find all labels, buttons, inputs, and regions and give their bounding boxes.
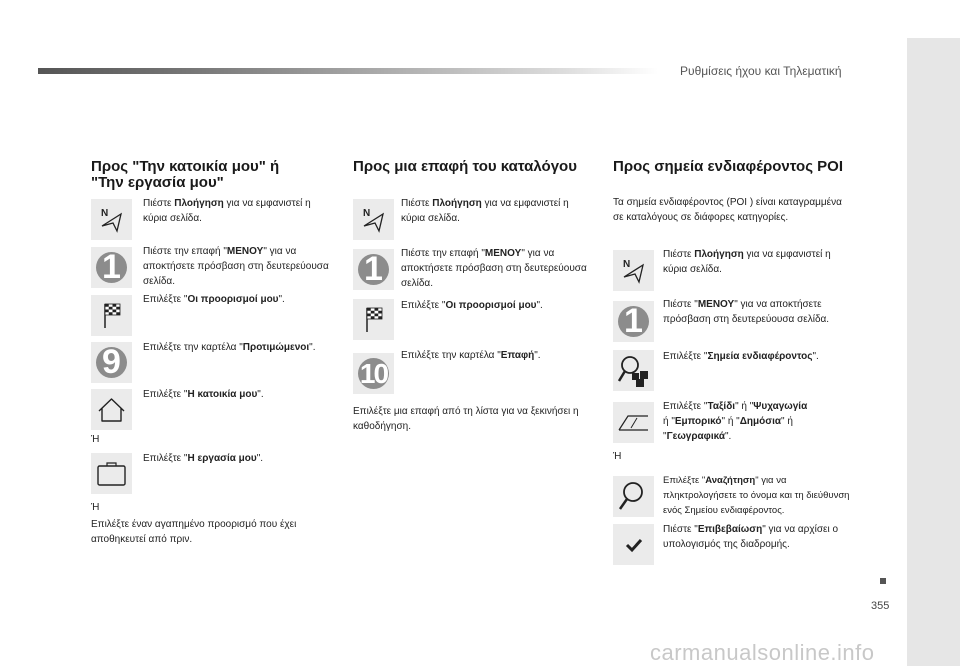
page-number: 355 <box>871 600 890 612</box>
col3-or-1: Ή <box>613 451 622 462</box>
checkered-flag-icon <box>91 295 132 336</box>
col1-step6: Επιλέξτε "Η εργασία μου". <box>143 453 264 464</box>
col3-step5: Επιλέξτε "Αναζήτηση" για να πληκτρολογήσετε το όνομα και τη διεύθυνση ενός Σημείου ενδιαφέροντος. <box>663 475 850 516</box>
poi-search-icon <box>613 350 654 391</box>
checkered-flag-icon <box>353 299 394 340</box>
navigation-icon <box>613 250 654 291</box>
confirm-check-icon <box>613 524 654 565</box>
home-icon <box>91 389 132 430</box>
briefcase-icon <box>91 453 132 494</box>
col3-step6: Πιέστε "Επιβεβαίωση" για να αρχίσει ο υπολογισμός της διαδρομής. <box>663 524 839 550</box>
col1-step1: Πιέστε Πλοήγηση για να εμφανιστεί η κύρια σελίδα. <box>143 198 311 224</box>
col1-step5: Επιλέξτε "Η κατοικία μου". <box>143 389 264 400</box>
svg-text:N: N <box>101 208 109 219</box>
page-header-title: Ρυθμίσεις ήχου και Τηλεματική <box>680 64 842 78</box>
col2-step1: Πιέστε Πλοήγηση για να εμφανιστεί η κύρια σελίδα. <box>401 198 569 224</box>
col1-final-text: Επιλέξτε έναν αγαπημένο προορισμό που έχει αποθηκευτεί από πριν. <box>91 519 297 545</box>
col3-step4: Επιλέξτε "Ταξίδι" ή "Ψυχαγωγία ή "Εμπορικό" ή "Δημόσια" ή "Γεωγραφικά". <box>663 401 808 442</box>
col2-title: Προς μια επαφή του καταλόγου <box>353 158 577 175</box>
search-icon <box>613 476 654 517</box>
navigation-icon <box>91 199 132 240</box>
header-bar <box>38 68 658 74</box>
col1-title <box>91 159 279 191</box>
number-1-badge: 1 <box>91 247 132 288</box>
number-9-badge: 9 <box>91 342 132 383</box>
col3-step3: Επιλέξτε "Σημεία ενδιαφέροντος". <box>663 351 819 362</box>
col1-or-2: Ή <box>91 502 100 513</box>
col2-final-text: Επιλέξτε μια επαφή από τη λίστα για να ξεκινήσει η καθοδήγηση. <box>353 406 579 432</box>
page-sidebar <box>907 38 960 666</box>
watermark: carmanualsonline.info <box>650 640 875 665</box>
number-10-badge: 10 <box>353 353 394 394</box>
number-1-badge: 1 <box>613 301 654 342</box>
col2-step3: Επιλέξτε "Οι προορισμοί μου". <box>401 300 543 311</box>
col3-title: Προς σημεία ενδιαφέροντος POI <box>613 158 843 175</box>
page-marker <box>880 578 886 584</box>
col3-step2: Πιέστε "ΜΕΝΟΥ" για να αποκτήσετε πρόσβαση στη δευτερεύουσα σελίδα. <box>663 299 830 325</box>
svg-text:N: N <box>623 259 631 270</box>
col3-intro: Τα σημεία ενδιαφέροντος (POI ) είναι καταγραμμένα σε καταλόγους σε διάφορες κατηγορίες. <box>613 197 842 223</box>
col2-step2: Πιέστε την επαφή "ΜΕΝΟΥ" για να αποκτήσετε πρόσβαση στη δευτερεύουσα σελίδα. <box>401 248 587 289</box>
col1-or-1: Ή <box>91 434 100 445</box>
col1-step3: Επιλέξτε "Οι προορισμοί μου". <box>143 294 285 305</box>
col1-title-line1: Προς "Την κατοικία μου" ή <box>91 158 280 175</box>
col2-step4: Επιλέξτε την καρτέλα "Επαφή". <box>401 350 541 361</box>
col1-step4: Επιλέξτε την καρτέλα "Προτιμώμενοι". <box>143 342 316 353</box>
col1-title-line2: "Την εργασία μου" <box>91 174 224 191</box>
col3-step1: Πιέστε Πλοήγηση για να εμφανιστεί η κύρια σελίδα. <box>663 249 831 275</box>
number-1-badge: 1 <box>353 249 394 290</box>
navigation-icon <box>353 199 394 240</box>
svg-text:N: N <box>363 208 371 219</box>
col1-step2: Πιέστε την επαφή "ΜΕΝΟΥ" για να αποκτήσετε πρόσβαση στη δευτερεύουσα σελίδα. <box>143 246 329 287</box>
poi-category-icon <box>613 402 654 443</box>
